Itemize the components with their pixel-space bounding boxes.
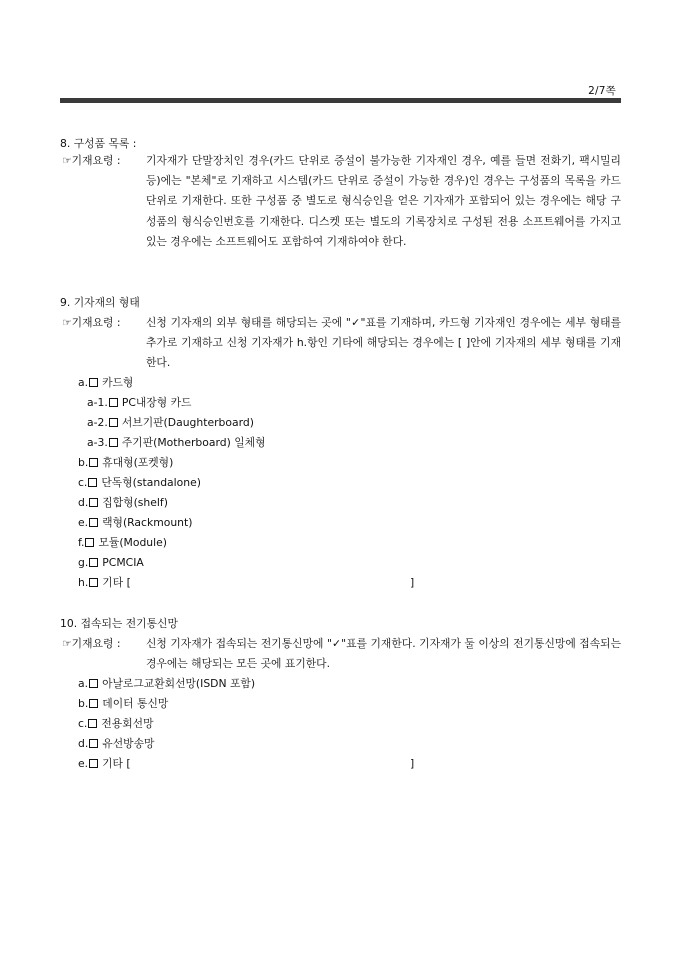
form-type-option-b[interactable] (78, 456, 173, 470)
section-10-guide-label: ☞기재요령 : (62, 637, 121, 650)
checkbox[interactable] (109, 438, 118, 447)
option-prefix: a-1. (87, 396, 108, 409)
checkbox[interactable] (89, 378, 98, 387)
checkbox[interactable] (89, 458, 98, 467)
checkbox[interactable] (89, 498, 98, 507)
checkbox[interactable] (88, 719, 97, 728)
network-option-d[interactable] (78, 737, 154, 751)
option-label: 기타 [ (102, 757, 131, 770)
checkbox[interactable] (89, 558, 98, 567)
section-10-title: 10. 접속되는 전기통신망 (60, 617, 178, 630)
option-prefix: f. (78, 536, 85, 549)
checkbox[interactable] (89, 739, 98, 748)
option-prefix: c. (78, 476, 88, 489)
option-prefix: b. (78, 697, 89, 710)
option-label: 유선방송망 (102, 737, 155, 750)
form-type-option-h[interactable] (78, 576, 131, 590)
option-label: 데이터 통신망 (102, 697, 169, 710)
network-option-b[interactable] (78, 697, 168, 711)
section-8-guide-label: ☞기재요령 : (62, 154, 121, 167)
option-label: PC내장형 카드 (121, 396, 192, 409)
form-type-option-g[interactable] (78, 556, 144, 570)
option-prefix: a. (78, 376, 89, 389)
option-label: 기타 [ (102, 576, 131, 589)
option-prefix: c. (78, 717, 88, 730)
checkbox[interactable] (89, 578, 98, 587)
option-label: PCMCIA (102, 556, 144, 569)
page-number: 2/7쪽 (588, 85, 616, 97)
section-8-title: 8. 구성품 목록 : (60, 137, 137, 150)
option-prefix: d. (78, 737, 89, 750)
form-type-option-d[interactable] (78, 496, 168, 510)
option-label: 단독형(standalone) (101, 476, 201, 489)
section-8-guide-text: 기자재가 단말장치인 경우(카드 단위로 증설이 불가능한 기자재인 경우, 예를 들면 전화기, 팩시밀리 등)에는 "본체"로 기재하고 시스템(카드 단위로 증설이 가능한 경우)인 경우는 구성품의 목록을 카드 단위로 기재한다. 또한 구성품 중 별도로 형식승인을 얻은 기자재가 포함되어 있는 경우에는 해당 구성품의 형식승인번호를 기재한다. 디스켓 또는 별도의 기록장치로 구성된 전용 소프트웨어를 가지고 있는 경우에는 소프트웨어도 포함하여 기재하여야 한다. (146, 154, 621, 248)
header-rule (60, 98, 621, 103)
form-type-option-f[interactable] (78, 536, 167, 550)
form-type-option-a[interactable] (78, 376, 133, 390)
form-type-option-a3[interactable] (87, 436, 266, 450)
option-label: 서브기판(Daughterboard) (121, 416, 254, 429)
checkbox[interactable] (89, 759, 98, 768)
option-prefix: h. (78, 576, 89, 589)
option-prefix: d. (78, 496, 89, 509)
network-option-c[interactable] (78, 717, 154, 731)
checkbox[interactable] (109, 418, 118, 427)
option-label: 모듈(Module) (98, 536, 167, 549)
checkbox[interactable] (88, 478, 97, 487)
form-type-option-a2[interactable] (87, 416, 254, 430)
section-10-guide-text: 신청 기자재가 접속되는 전기통신망에 "✓"표를 기재한다. 기자재가 둘 이상의 전기통신망에 접속되는 경우에는 해당되는 모든 곳에 표기한다. (146, 637, 621, 671)
checkbox[interactable] (89, 518, 98, 527)
option-label: 아날로그교환회선망(ISDN 포함) (102, 677, 256, 690)
network-option-e[interactable] (78, 757, 131, 771)
section-9-guide-text: 신청 기자재의 외부 형태를 해당되는 곳에 "✓"표를 기재하며, 카드형 기자재인 경우에는 세부 형태를 추가로 기재하고 신청 기자재가 h.항인 기타에 해당되는 경우에는 [ ]안에 기자재의 세부 형태를 기재한다. (146, 316, 621, 370)
option-prefix: g. (78, 556, 89, 569)
option-label: 전용회선망 (101, 717, 154, 730)
option-label: 주기판(Motherboard) 일체형 (121, 436, 266, 449)
checkbox[interactable] (85, 538, 94, 547)
option-prefix: a-2. (87, 416, 108, 429)
option-label: 휴대형(포켓형) (102, 456, 174, 469)
form-type-option-e[interactable] (78, 516, 192, 530)
form-type-option-c[interactable] (78, 476, 201, 490)
section-9-title: 9. 기자재의 형태 (60, 296, 140, 309)
checkbox[interactable] (109, 398, 118, 407)
checkbox[interactable] (89, 679, 98, 688)
form-type-option-a1[interactable] (87, 396, 191, 410)
other-bracket-close: ] (410, 576, 415, 589)
network-option-a[interactable] (78, 677, 255, 691)
checkbox[interactable] (89, 699, 98, 708)
option-prefix: e. (78, 516, 89, 529)
other-bracket-close: ] (410, 757, 415, 770)
option-label: 랙형(Rackmount) (102, 516, 193, 529)
option-label: 집합형(shelf) (102, 496, 168, 509)
option-prefix: b. (78, 456, 89, 469)
option-prefix: e. (78, 757, 89, 770)
section-9-guide-label: ☞기재요령 : (62, 316, 121, 329)
option-prefix: a-3. (87, 436, 108, 449)
option-label: 카드형 (102, 376, 134, 389)
option-prefix: a. (78, 677, 89, 690)
